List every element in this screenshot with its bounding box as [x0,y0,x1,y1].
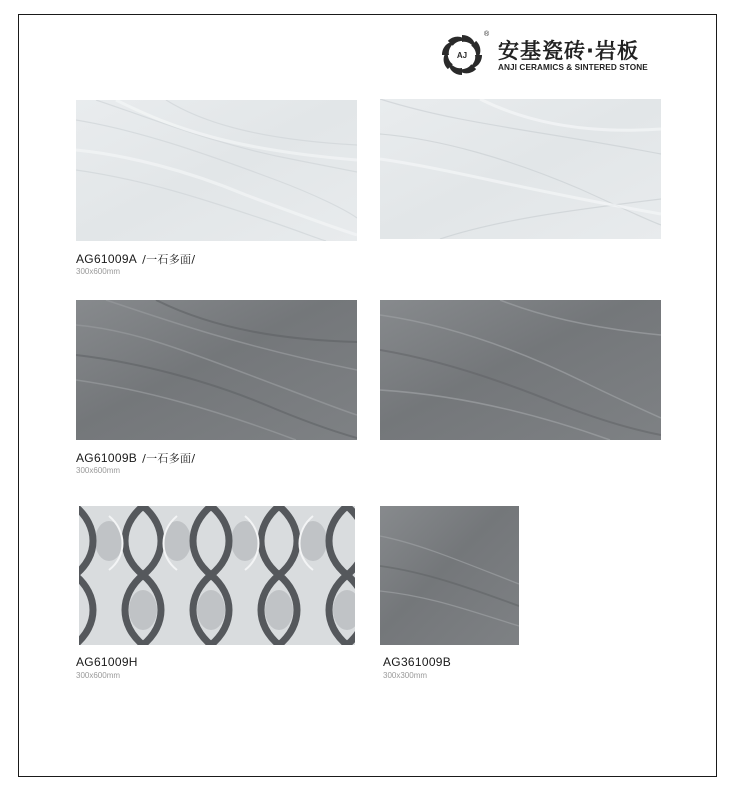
product-size: 300x600mm [76,267,121,276]
product-label [76,655,138,669]
registered-mark: ® [484,31,490,38]
product-code: AG61009H [76,655,138,669]
tile-ag61009h-pattern [79,506,355,645]
product-label [76,251,195,267]
tile-ag61009a-face-2 [380,99,661,239]
product-code: AG361009B [383,655,452,669]
product-label [76,450,195,466]
product-size: 300x600mm [76,671,121,680]
product-suffix: /一石多面/ [142,253,196,266]
tile-ag61009a-face-1 [76,100,357,241]
product-size: 300x600mm [76,466,121,475]
brand-name-en: ANJI CERAMICS & SINTERED STONE [498,63,648,72]
product-suffix: /一石多面/ [142,452,196,465]
tile-ag61009b-face-1 [76,300,357,440]
tile-ag61009b-face-2 [380,300,661,440]
brand-logo-text: AJ [456,51,468,60]
tile-ag361009b [380,506,519,645]
brand-name-cn: 安基瓷砖·岩板 [498,39,639,63]
product-code: AG61009B [76,451,138,465]
product-label [383,655,451,669]
product-code: AG61009A [76,252,138,266]
product-size: 300x300mm [383,671,428,680]
brand-logo-icon [440,33,484,77]
brand-header [440,33,670,79]
